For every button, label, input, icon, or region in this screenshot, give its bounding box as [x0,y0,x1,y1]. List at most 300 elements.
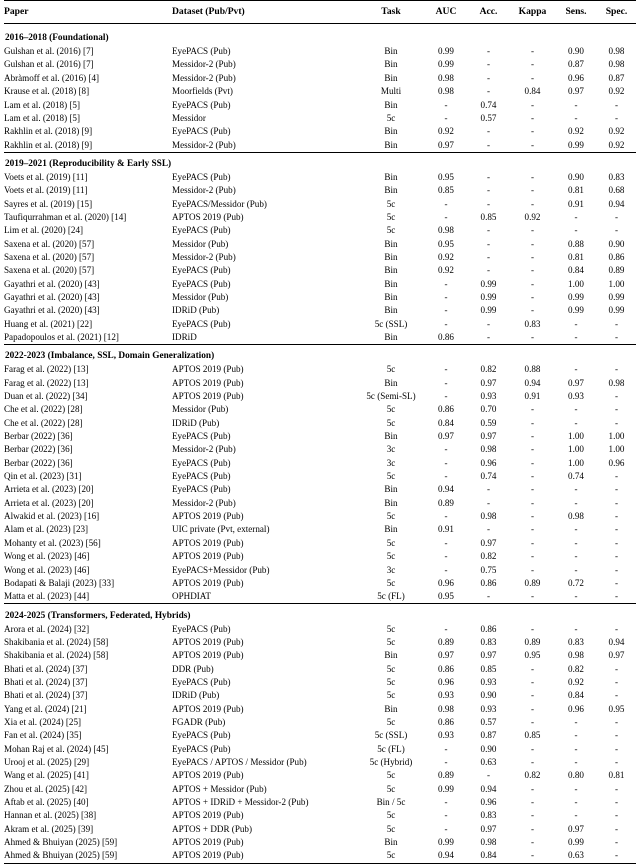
cell-spec: 0.86 [608,251,625,262]
table-row [4,577,636,590]
cell-paper: Fan et al. (2024) [35] [4,730,82,741]
cell-acc: 0.97 [480,537,497,548]
cell-dataset: Messidor (Pub) [172,238,229,249]
cell-dataset: IDRiD (Pub) [172,417,220,428]
cell-paper: Zhou et al. (2025) [42] [4,783,88,794]
table-row [4,125,636,138]
cell-spec: - [614,676,619,687]
cell-spec: 0.89 [608,265,625,276]
cell-paper: Urooj et al. (2025) [29] [4,756,90,767]
cell-acc: - [486,86,491,97]
cell-task: Bin [384,650,398,661]
table-row [4,85,636,98]
cell-spec: - [597,849,636,863]
cell-spec: 0.98 [608,59,625,70]
cell-dataset: EyePACS (Pub) [172,171,231,182]
cell-spec: 0.94 [608,198,625,209]
cell-kappa: 0.94 [524,377,541,388]
cell-task: 5c [386,198,396,209]
cell-spec: - [614,743,619,754]
cell-paper: Arrieta et al. (2023) [20] [4,497,94,508]
cell-kappa: - [530,783,535,794]
cell-sens: - [574,524,578,535]
cell-spec: - [614,623,619,634]
cell-auc: 0.95 [438,591,454,602]
cell-dataset: EyePACS (Pub) [172,99,231,110]
table-row [4,171,636,184]
cell-task: 5c (Hybrid) [369,756,413,767]
cell-kappa: 0.84 [524,86,541,97]
cell-spec: - [614,756,619,767]
cell-dataset: EyePACS / APTOS / Messidor (Pub) [172,756,307,767]
cell-auc: 0.84 [438,417,454,428]
cell-sens: - [574,537,578,548]
cell-dataset: APTOS 2019 (Pub) [172,391,244,402]
cell-kappa: - [530,404,535,415]
cell-sens: - [574,564,578,575]
cell-sens: - [574,417,578,428]
cell-paper: Krause et al. (2018) [8] [4,86,90,97]
cell-acc: 0.57 [480,716,497,727]
cell-acc: - [486,72,491,83]
cell-paper: Gayathri et al. (2020) [43] [4,278,100,289]
cell-dataset: IDRiD (Pub) [172,305,220,316]
cell-task: 5c [386,810,396,821]
cell-paper: Mohan Raj et al. (2024) [45] [4,743,109,754]
section-title: 2024-2025 (Transformers, Federated, Hybrids) [4,604,636,623]
cell-auc: 0.94 [438,484,454,495]
cell-kappa: 0.83 [524,318,541,329]
cell-spec: 0.68 [608,185,625,196]
cell-kappa: - [530,511,535,522]
cell-spec: - [614,391,619,402]
cell-acc: 0.75 [480,564,497,575]
cell-auc: 0.86 [438,663,454,674]
cell-acc: 0.97 [480,431,497,442]
cell-spec: - [614,823,619,834]
table-row [4,769,636,782]
cell-dataset: APTOS 2019 (Pub) [172,511,244,522]
cell-sens: 0.97 [568,377,584,388]
table-row [4,676,636,689]
table-row [4,622,636,635]
cell-sens: 0.74 [568,471,584,482]
cell-acc: - [486,251,491,262]
cell-dataset: Messidor-2 (Pub) [172,185,236,196]
cell-paper: Saxena et al. (2020) [57] [4,251,95,262]
cell-kappa: - [530,484,535,495]
cell-sens: 0.98 [568,511,584,522]
cell-spec: 1.00 [608,444,625,455]
cell-task: Bin [384,497,398,508]
cell-paper: Hannan et al. (2025) [38] [4,810,97,821]
cell-dataset: APTOS 2019 (Pub) [172,364,244,375]
table-row [4,716,636,729]
section-header-row [4,345,636,364]
cell-auc: - [444,291,448,302]
cell-dataset: APTOS 2019 (Pub) [172,537,244,548]
column-header-task: Task [357,1,425,24]
cell-spec: - [614,837,619,848]
cell-kappa: - [530,251,535,262]
cell-dataset: Messidor-2 (Pub) [172,251,236,262]
cell-acc: 0.59 [480,417,497,428]
cell-spec: - [614,577,619,588]
cell-dataset: EyePACS (Pub) [172,471,231,482]
cell-task: Bin [384,332,398,342]
cell-acc: - [486,225,491,236]
table-row [4,563,636,576]
cell-paper: Duan et al. (2022) [34] [4,391,88,402]
cell-auc: - [444,112,448,123]
cell-paper: Huang et al. (2021) [22] [4,318,93,329]
table-header-row [4,1,636,24]
cell-auc: - [444,278,448,289]
cell-kappa: - [530,305,535,316]
cell-task: Bin [384,431,398,442]
cell-acc: 0.97 [480,823,497,834]
cell-kappa: - [530,265,535,276]
cell-dataset: UIC private (Pvt, external) [172,524,270,535]
cell-auc: 0.89 [438,636,454,647]
cell-acc: - [486,332,491,342]
cell-dataset: DDR (Pub) [172,663,214,674]
cell-kappa: - [530,291,535,302]
cell-acc: 0.96 [480,797,497,807]
cell-dataset: APTOS 2019 (Pub) [172,377,244,388]
cell-auc: 0.89 [438,497,454,508]
cell-sens: 1.00 [568,431,584,442]
cell-acc: 0.74 [480,471,497,482]
cell-auc: 0.89 [438,770,454,781]
cell-acc: 0.90 [480,690,497,701]
cell-task: Bin [384,251,398,262]
cell-auc: - [444,457,448,468]
table-row [4,45,636,58]
cell-acc: - [486,497,491,508]
section-header-row [4,604,636,623]
table-row [4,796,636,809]
cell-dataset: EyePACS/Messidor (Pub) [172,198,267,209]
cell-kappa: - [530,185,535,196]
column-header-acc: Acc. [467,1,510,24]
cell-acc: 0.97 [480,377,497,388]
cell-spec: 0.81 [608,770,625,781]
cell-dataset: Moorfields (Pvt) [172,86,233,97]
cell-acc: 0.86 [480,623,497,634]
table-row [4,457,636,470]
cell-kappa: - [530,417,535,428]
table-row [4,823,636,836]
cell-dataset: APTOS 2019 (Pub) [172,837,244,848]
cell-task: 5c [386,716,396,727]
cell-task: 5c [386,112,396,123]
cell-task: 5c [386,636,396,647]
cell-paper: Mohanty et al. (2023) [56] [4,537,101,548]
cell-acc: 0.57 [480,112,497,123]
cell-task: Bin [384,238,398,249]
table-row [4,590,636,604]
cell-task: 3c [386,444,396,455]
cell-acc: 0.83 [480,636,497,647]
cell-dataset: APTOS 2019 (Pub) [172,703,244,714]
cell-task: 5c (SSL) [374,730,408,741]
cell-spec: 0.99 [608,291,625,302]
table-row [4,483,636,496]
cell-dataset: EyePACS (Pub) [172,126,231,137]
cell-task: 5c [386,537,396,548]
cell-spec: - [614,404,619,415]
cell-sens: - [574,756,578,767]
cell-acc: 0.98 [480,444,497,455]
cell-acc: - [486,591,491,602]
table-row [4,836,636,849]
table-row [4,443,636,456]
cell-paper: Saxena et al. (2020) [57] [4,265,95,276]
cell-acc: 0.99 [480,305,497,316]
cell-acc: 0.83 [480,810,497,821]
table-row [4,689,636,702]
cell-paper: Wong et al. (2023) [46] [4,551,90,562]
cell-task: 5c [386,551,396,562]
cell-paper: Alam et al. (2023) [23] [4,524,89,535]
cell-task: 5c [386,417,396,428]
cell-sens: - [574,364,578,375]
cell-task: Bin [384,139,398,150]
cell-paper: Che et al. (2022) [28] [4,404,83,415]
cell-dataset: APTOS 2019 (Pub) [172,211,244,222]
cell-task: 3c [386,564,396,575]
column-header-dataset: Dataset (Pub/Pvt) [172,1,357,24]
table-row [4,304,636,317]
cell-paper: Matta et al. (2023) [44] [4,591,90,602]
cell-dataset: APTOS 2019 (Pub) [172,650,244,661]
cell-dataset: FGADR (Pub) [172,716,226,727]
cell-sens: 0.84 [568,265,584,276]
cell-kappa: - [510,849,555,863]
cell-dataset: APTOS 2019 (Pub) [172,577,244,588]
cell-task: Bin [384,72,398,83]
cell-sens: 0.99 [568,139,584,150]
cell-auc: - [444,797,448,807]
table-row [4,224,636,237]
cell-acc: 0.96 [480,457,497,468]
cell-dataset: APTOS 2019 (Pub) [172,636,244,647]
cell-task: 5c [386,511,396,522]
cell-auc: - [444,99,448,110]
cell-task: 5c (FL) [377,743,405,754]
table-row [4,318,636,331]
cell-task: Bin [384,278,398,289]
cell-paper: Bodapati & Balaji (2023) [33] [4,577,115,588]
cell-kappa: - [530,471,535,482]
cell-kappa: - [530,72,535,83]
cell-paper: Gayathri et al. (2020) [43] [4,291,100,302]
table-row [4,649,636,662]
cell-auc: - [444,810,448,821]
cell-paper: Bhati et al. (2024) [37] [4,676,88,687]
table-row [4,809,636,822]
cell-kappa: - [530,126,535,137]
cell-dataset: Messidor-2 (Pub) [172,59,236,70]
cell-auc: - [444,444,448,455]
cell-paper: Farag et al. (2022) [13] [4,364,89,375]
cell-sens: 0.90 [568,171,584,182]
cell-spec: 0.92 [608,86,625,97]
table-row [4,743,636,756]
cell-spec: 0.98 [608,46,625,57]
table-row [4,756,636,769]
cell-paper: Yang et al. (2024) [21] [4,703,87,714]
cell-paper: Shakibania et al. (2024) [58] [4,650,109,661]
cell-auc: 0.92 [438,265,454,276]
cell-sens: - [574,404,578,415]
cell-dataset: EyePACS (Pub) [172,265,231,276]
cell-auc: 0.92 [438,126,454,137]
cell-sens: 1.00 [568,278,584,289]
cell-spec: - [614,663,619,674]
cell-task: 5c [386,663,396,674]
table-row [4,112,636,125]
cell-task: Bin [384,171,398,182]
cell-auc: 0.95 [438,238,454,249]
cell-task: 5c [386,770,396,781]
cell-auc: - [444,318,448,329]
cell-kappa: - [530,198,535,209]
section-title: 2016–2018 (Foundational) [5,33,109,44]
cell-auc: - [444,623,448,634]
cell-spec: 0.92 [608,139,625,150]
cell-sens: - [574,484,578,495]
cell-kappa: - [530,623,535,634]
cell-kappa: - [530,524,535,535]
cell-auc: 0.86 [438,716,454,727]
cell-paper: Lim et al. (2020) [24] [4,225,84,236]
cell-auc: - [444,743,448,754]
cell-dataset: EyePACS (Pub) [172,730,231,741]
cell-task: Bin [384,305,398,316]
cell-spec: - [614,225,619,236]
cell-kappa: - [530,823,535,834]
cell-task: Bin [384,703,398,714]
cell-kappa: - [530,676,535,687]
cell-paper: Papadopoulos et al. (2021) [12] [4,332,119,342]
cell-sens: - [574,797,578,807]
cell-spec: - [614,497,619,508]
cell-spec: - [614,332,619,342]
cell-task: Bin [384,99,398,110]
column-header-auc: AUC [425,1,467,24]
column-header-sens: Sens. [555,1,597,24]
cell-kappa: - [530,139,535,150]
cell-kappa: - [530,716,535,727]
cell-task: 5c [386,471,396,482]
cell-acc: 0.94 [480,783,497,794]
cell-auc: 0.85 [438,185,454,196]
cell-spec: - [614,318,619,329]
table-body [4,24,636,864]
cell-dataset: EyePACS+Messidor (Pub) [172,564,270,575]
table-row [4,331,636,345]
cell-auc: 0.92 [438,251,454,262]
cell-paper: Berbar (2022) [36] [4,444,73,455]
cell-paper: Bhati et al. (2024) [37] [4,663,88,674]
cell-sens: 0.98 [568,650,584,661]
cell-auc: 0.98 [438,703,454,714]
column-header-spec: Spec. [597,1,636,24]
cell-acc: 0.84 [467,849,510,863]
table-row [4,417,636,430]
cell-task: 3c [386,457,396,468]
cell-paper: Berbar (2022) [36] [4,457,73,468]
cell-spec: - [614,99,619,110]
cell-task: 5c (SSL) [374,318,408,329]
cell-dataset: APTOS + IDRiD + Messidor-2 (Pub) [172,797,309,807]
cell-sens: - [574,743,578,754]
cell-sens: 0.97 [568,86,584,97]
cell-auc: 0.98 [438,86,454,97]
cell-paper: Lam et al. (2018) [5] [4,99,81,110]
cell-auc: - [444,471,448,482]
cell-spec: 0.99 [608,305,625,316]
cell-paper: Wong et al. (2023) [46] [4,564,90,575]
cell-task: Multi [380,86,402,97]
cell-sens: 0.90 [568,46,584,57]
cell-paper: Saxena et al. (2020) [57] [4,238,95,249]
cell-sens: - [574,810,578,821]
cell-sens: 0.84 [568,690,584,701]
cell-acc: - [486,238,491,249]
cell-dataset: EyePACS (Pub) [172,278,231,289]
cell-kappa: - [530,59,535,70]
cell-dataset: EyePACS (Pub) [172,743,231,754]
cell-spec: - [614,417,619,428]
table-row [4,523,636,536]
cell-spec: - [614,783,619,794]
cell-dataset: APTOS + DDR (Pub) [172,823,252,834]
cell-sens: 0.82 [568,663,584,674]
cell-acc: 0.70 [480,404,497,415]
table-row [4,550,636,563]
cell-auc: - [444,364,448,375]
cell-kappa: - [530,431,535,442]
cell-dataset: IDRiD [172,332,197,342]
cell-acc: 0.74 [480,99,497,110]
table-row [4,264,636,277]
cell-acc: - [486,265,491,276]
cell-kappa: - [530,225,535,236]
cell-acc: 0.85 [480,663,497,674]
cell-task: 5c [386,823,396,834]
cell-auc: 0.86 [438,404,454,415]
cell-paper: Gayathri et al. (2020) [43] [4,305,100,316]
cell-kappa: 0.95 [524,650,541,661]
section-title: 2019–2021 (Reproducibility & Early SSL) [4,152,636,171]
table-row [4,636,636,649]
cell-auc: 0.99 [438,783,454,794]
cell-sens: 0.92 [568,676,584,687]
column-header-paper: Paper [4,1,172,24]
cell-dataset: APTOS 2019 (Pub) [172,849,357,863]
cell-dataset: APTOS 2019 (Pub) [172,770,244,781]
cell-auc: - [444,211,448,222]
cell-spec: - [614,211,619,222]
cell-sens: 0.88 [568,238,584,249]
cell-kappa: - [530,497,535,508]
cell-task: Bin [384,59,398,70]
cell-kappa: - [530,444,535,455]
cell-paper: Alwakid et al. (2023) [16] [4,511,100,522]
